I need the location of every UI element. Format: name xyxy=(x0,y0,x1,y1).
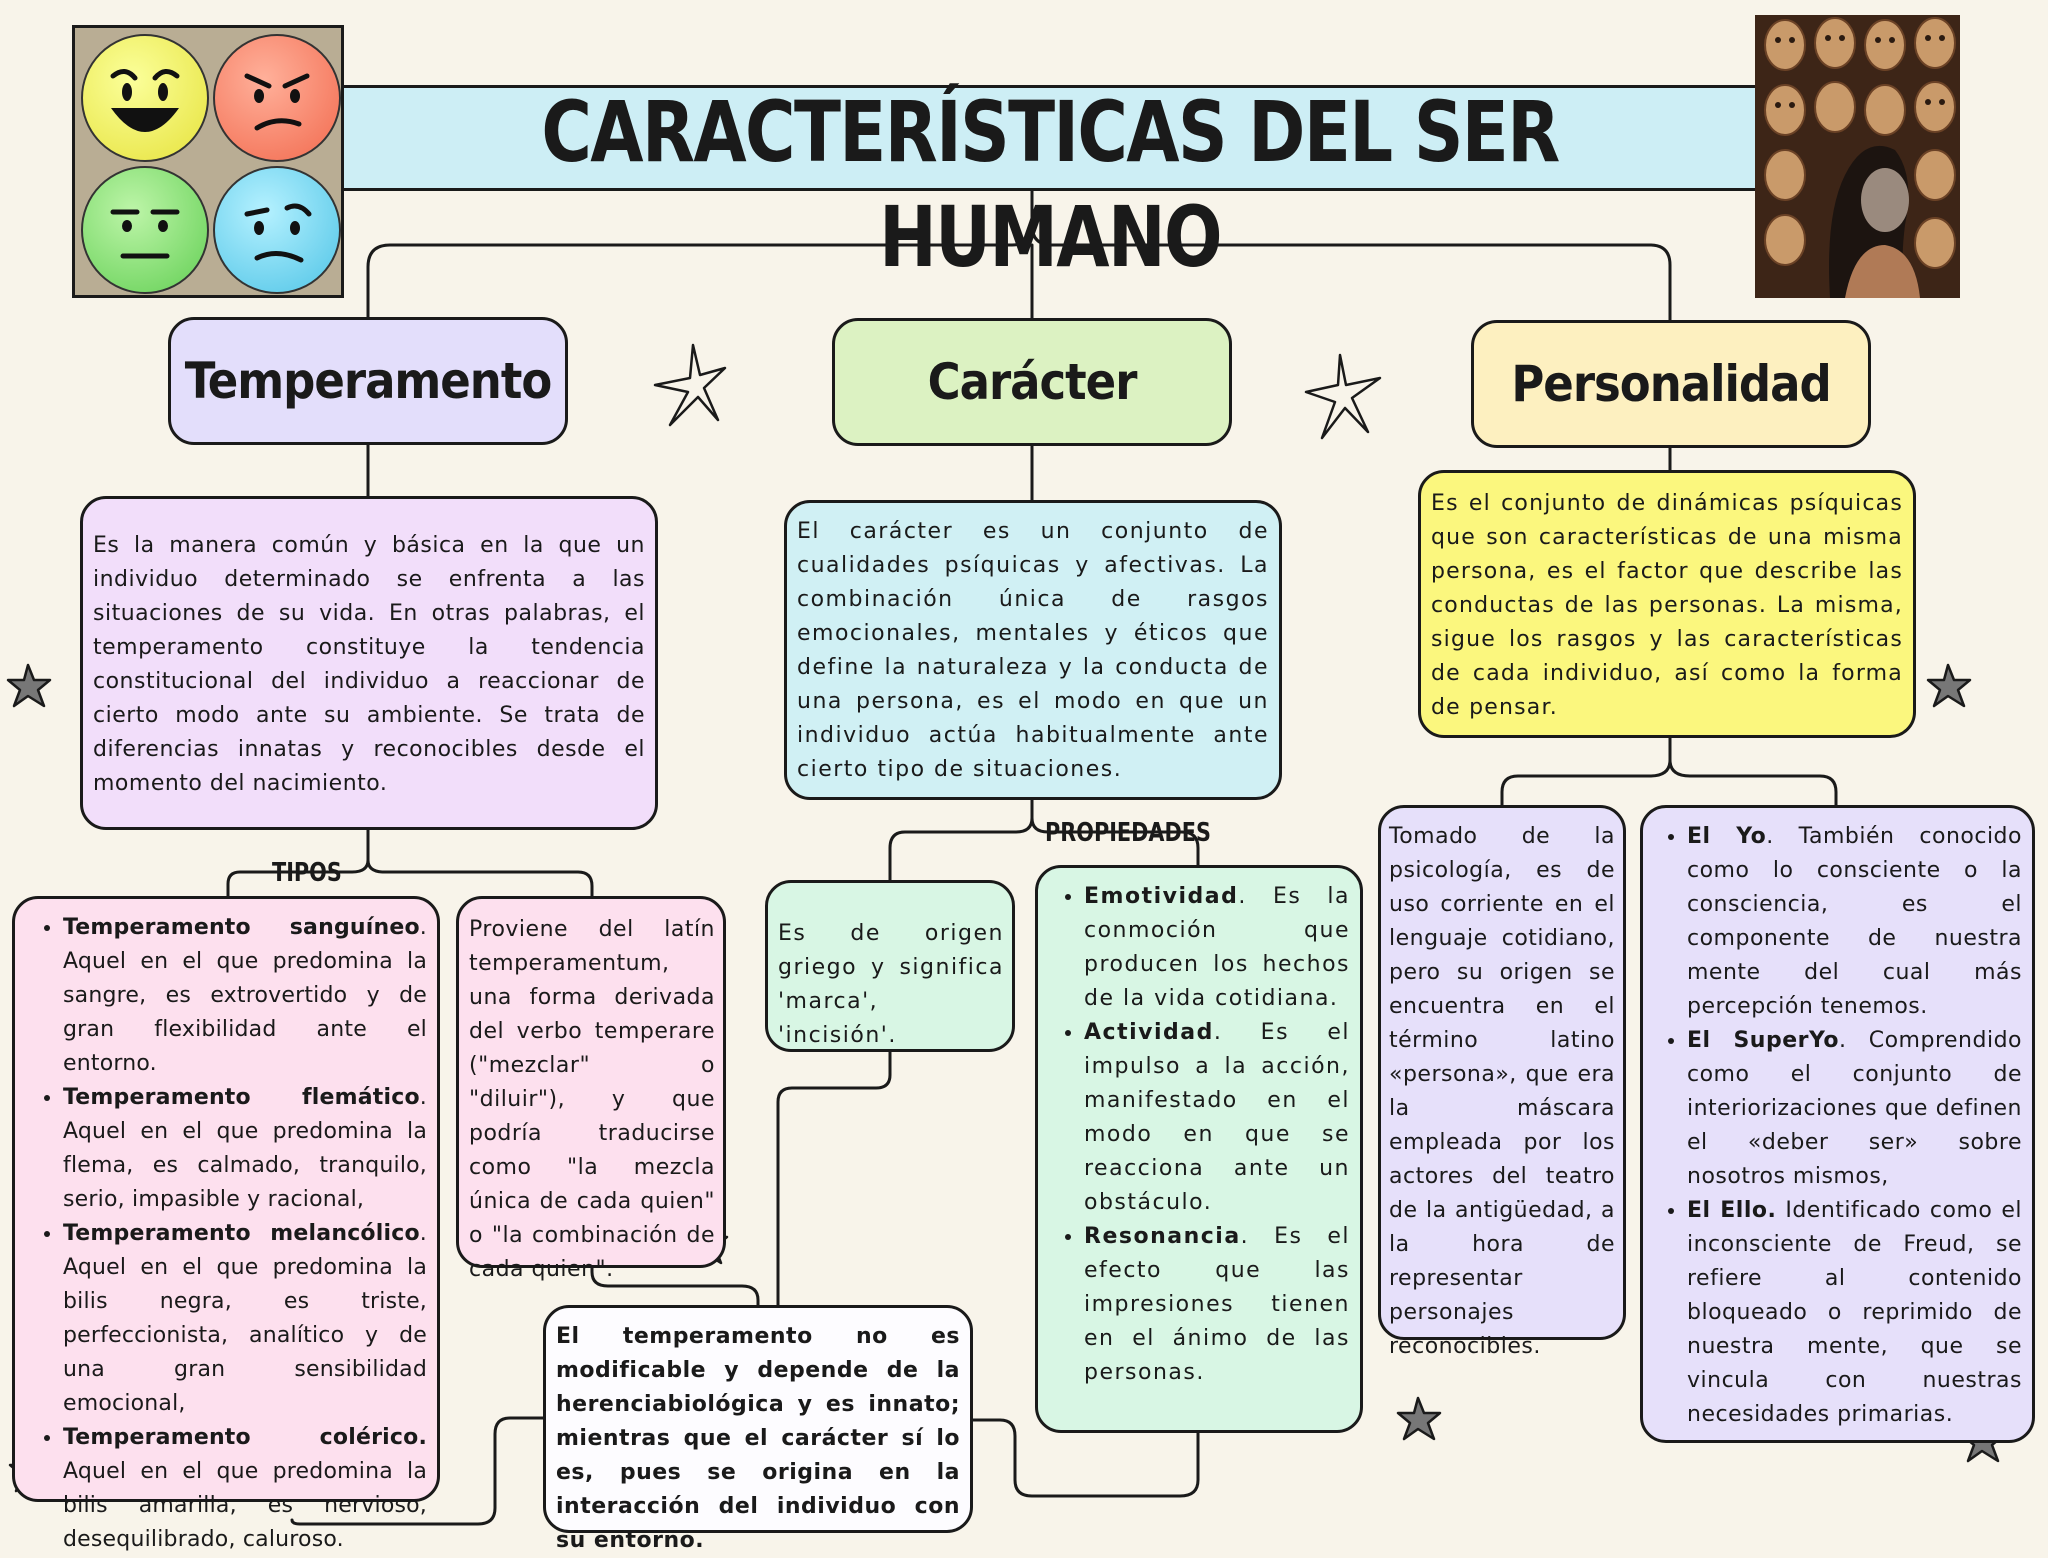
masks-image xyxy=(1755,15,1960,298)
freud-list xyxy=(1647,820,2022,1432)
emotions-image xyxy=(72,25,344,298)
conclusion-box xyxy=(543,1305,973,1553)
item-name: Temperamento flemático xyxy=(63,1085,420,1110)
conclusion-text: El temperamento no es modificable y depende de la herenciabiológica y es innato; mientras que el carácter sí lo es, pues se origina en la interacción del individuo con su entorno. xyxy=(556,1324,960,1553)
temperamento-origin xyxy=(456,896,726,1282)
caracter-header: Carácter xyxy=(832,318,1232,446)
item-name: Emotividad xyxy=(1084,884,1239,909)
item-description: Aquel en el que predomina la bilis negra, es triste, perfeccionista, analítico y de una gran sensibilidad emocional, xyxy=(63,1255,427,1416)
temperamento-types xyxy=(12,896,440,1552)
list-item xyxy=(1084,1016,1350,1220)
star-icon xyxy=(1306,355,1380,438)
star-icon xyxy=(1928,665,1970,706)
item-description: . También conocido como lo consciente o la consciencia, es el componente de nuestra mente del cual más percepción tenemos. xyxy=(1687,824,2022,1019)
item-name: Resonancia xyxy=(1084,1224,1241,1249)
item-description: Aquel en el que predomina la sangre, es extrovertido y de gran flexibilidad ante el entorno. xyxy=(63,949,427,1076)
item-description: Aquel en el que predomina la bilis amarilla, es nervioso, desequilibrado, caluroso. xyxy=(63,1459,427,1552)
item-name: Temperamento melancólico xyxy=(63,1221,420,1246)
list-item xyxy=(63,1081,427,1217)
item-name: Actividad xyxy=(1084,1020,1214,1045)
propiedades-label: PROPIEDADES xyxy=(1045,818,1211,848)
item-name: El Yo xyxy=(1687,824,1767,849)
list-item xyxy=(1084,880,1350,1016)
temperamento-origin-text: Proviene del latín temperamentum, una forma derivada del verbo temperare ("mezclar" o "diluir"), y que podría traducirse como "la mezcla única de cada quien" o "la combinación de cada quien". xyxy=(469,917,715,1282)
caracter-origin-text: Es de origen griego y significa 'marca', 'incisión'. xyxy=(778,921,1004,1048)
caracter-origin xyxy=(765,880,1015,1052)
list-item xyxy=(1687,1024,2022,1194)
personalidad-definition xyxy=(1418,470,1916,738)
item-description: Identificado como el inconsciente de Freud, se refiere al contenido bloqueado o reprimido de nuestra mente, que se vincula con nuestras necesidades primarias. xyxy=(1687,1198,2023,1427)
properties-list xyxy=(1044,880,1350,1390)
personalidad-header: Personalidad xyxy=(1471,320,1871,448)
serious-face-icon xyxy=(81,166,209,294)
item-description: . Comprendido como el conjunto de interiorizaciones que definen el «deber ser» sobre nosotros mismos, xyxy=(1687,1028,2022,1189)
tipos-label: TIPOS xyxy=(272,858,342,888)
temperamento-header: Temperamento xyxy=(168,317,568,445)
personalidad-origin xyxy=(1378,805,1626,1359)
list-item xyxy=(1687,1194,2022,1432)
caracter-properties xyxy=(1035,865,1363,1433)
item-separator: . xyxy=(419,1221,427,1246)
list-item xyxy=(63,911,427,1081)
star-icon xyxy=(1398,1398,1440,1439)
temperamento-definition xyxy=(80,496,658,830)
personalidad-definition-text: Es el conjunto de dinámicas psíquicas que son características de una misma persona, es el factor que describe las conductas de las personas. La misma, sigue los rasgos y las características de cada individuo, así como la forma de pensar. xyxy=(1431,491,1903,720)
happy-face-icon xyxy=(81,34,209,162)
star-icon xyxy=(655,345,725,425)
item-description: . Es la conmoción que producen los hechos de la vida cotidiana. xyxy=(1084,884,1350,1011)
list-item xyxy=(1687,820,2022,1024)
list-item xyxy=(1084,1220,1350,1390)
star-icon xyxy=(8,665,50,706)
item-description: . Es el efecto que las impresiones tienen en el ánimo de las personas. xyxy=(1084,1224,1350,1385)
item-separator: . xyxy=(419,1085,427,1110)
personalidad-freud xyxy=(1640,805,2035,1443)
item-name: El Ello. xyxy=(1687,1198,1777,1223)
item-description: . Es el impulso a la acción, manifestado en el modo en que se reacciona ante un obstáculo. xyxy=(1084,1020,1350,1215)
personalidad-origin-text: Tomado de la psicología, es de uso corriente en el lenguaje cotidiano, pero su origen se encuentra en el término latino «persona», que era la máscara empleada por los actores del teatro de la antigüedad, a la hora de representar personajes reconocibles. xyxy=(1389,824,1615,1359)
sad-face-icon xyxy=(213,166,341,294)
list-item xyxy=(63,1421,427,1557)
caracter-definition-text: El carácter es un conjunto de cualidades psíquicas y afectivas. La combinación única de rasgos emocionales, mentales y éticos que define la naturaleza y la conducta de una persona, es el modo en que un individuo actúa habitualmente ante cierto tipo de situaciones. xyxy=(797,519,1269,782)
item-name: El SuperYo xyxy=(1687,1028,1840,1053)
temperamento-definition-text: Es la manera común y básica en la que un individuo determinado se enfrenta a las situaciones de su vida. En otras palabras, el temperamento constituye la tendencia constitucional del individuo a reaccionar de cierto modo ante su ambiente. Se trata de diferencias innatas y reconocibles desde el momento del nacimiento. xyxy=(93,533,645,796)
item-description: Aquel en el que predomina la flema, es calmado, tranquilo, serio, impasible y racional, xyxy=(63,1119,427,1212)
angry-face-icon xyxy=(213,34,341,162)
page-title: CARACTERÍSTICAS DEL SER HUMANO xyxy=(541,83,1559,286)
list-item xyxy=(63,1217,427,1421)
types-list xyxy=(23,911,427,1557)
item-name: Temperamento sanguíneo xyxy=(63,915,420,940)
item-separator: . xyxy=(419,915,427,940)
caracter-definition xyxy=(784,500,1282,800)
item-name: Temperamento colérico. xyxy=(63,1425,427,1450)
